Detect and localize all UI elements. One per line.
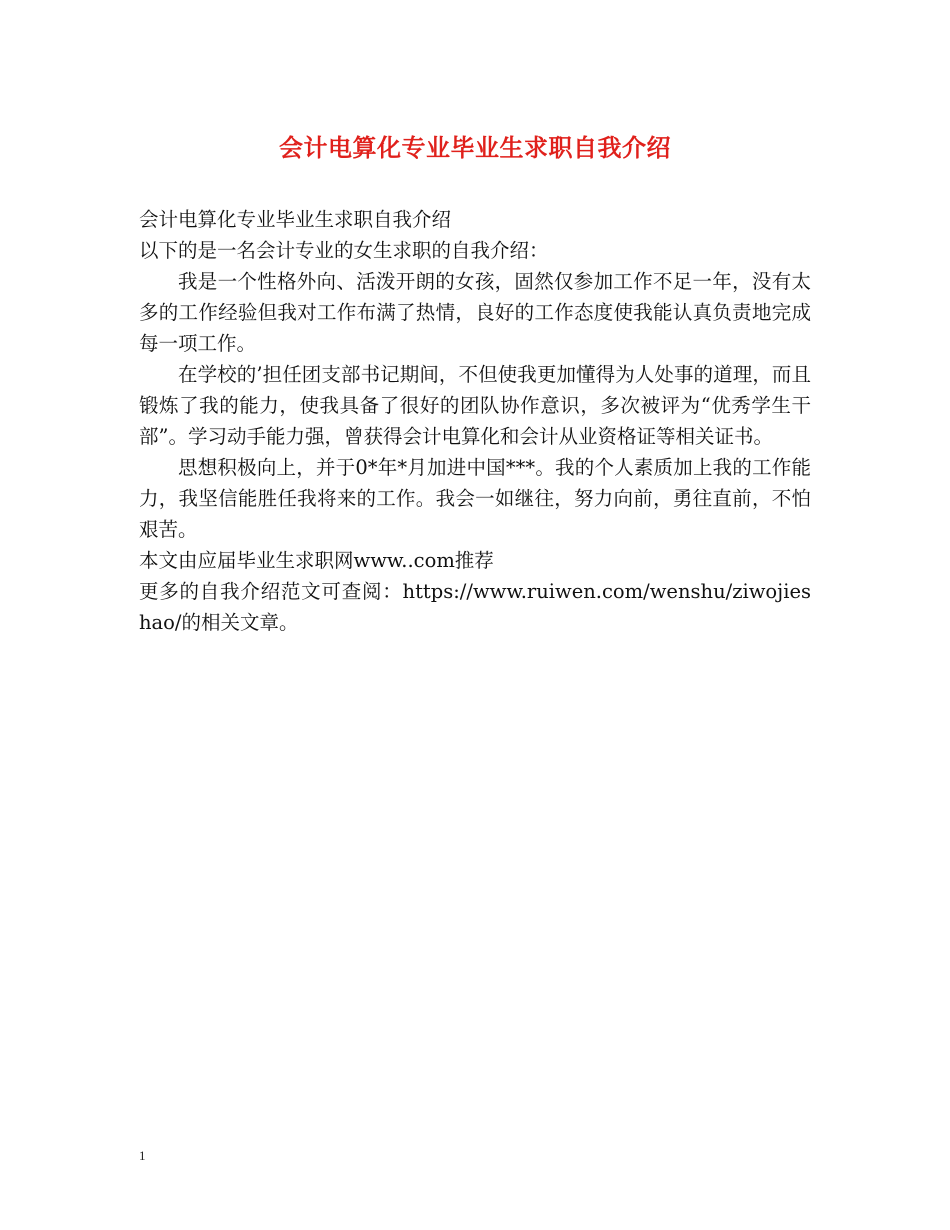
paragraph-attitude: 思想积极向上，并于0*年*月加进中国***。我的个人素质加上我的工作能力，我坚信能胜任我将来的工作。我会一如继往，努力向前，勇往直前，不怕艰苦。 — [139, 456, 811, 541]
document-body — [139, 204, 811, 638]
recommend-line: 本文由应届毕业生求职网www..com推荐 — [139, 549, 494, 572]
paragraph-school-experience: 在学校的’担任团支部书记期间，不但使我更加懂得为人处事的道理，而且锻炼了我的能力，使我具备了很好的团队协作意识，多次被评为“优秀学生干部”。学习动手能力强，曾获得会计电算化和会计从业资格证等相关证书。 — [139, 363, 811, 448]
document-title: 会计电算化专业毕业生求职自我介绍 — [279, 133, 671, 162]
intro-line-description: 以下的是一名会计专业的女生求职的自我介绍： — [139, 239, 549, 262]
more-articles-line: 更多的自我介绍范文可查阅：https://www.ruiwen.com/wenshu/ziwojieshao/的相关文章。 — [139, 580, 811, 634]
intro-line-title: 会计电算化专业毕业生求职自我介绍 — [139, 208, 452, 231]
paragraph-personality: 我是一个性格外向、活泼开朗的女孩，固然仅参加工作不足一年，没有太多的工作经验但我对工作布满了热情，良好的工作态度使我能认真负责地完成每一项工作。 — [139, 270, 811, 355]
page-number: 1 — [139, 1148, 146, 1163]
